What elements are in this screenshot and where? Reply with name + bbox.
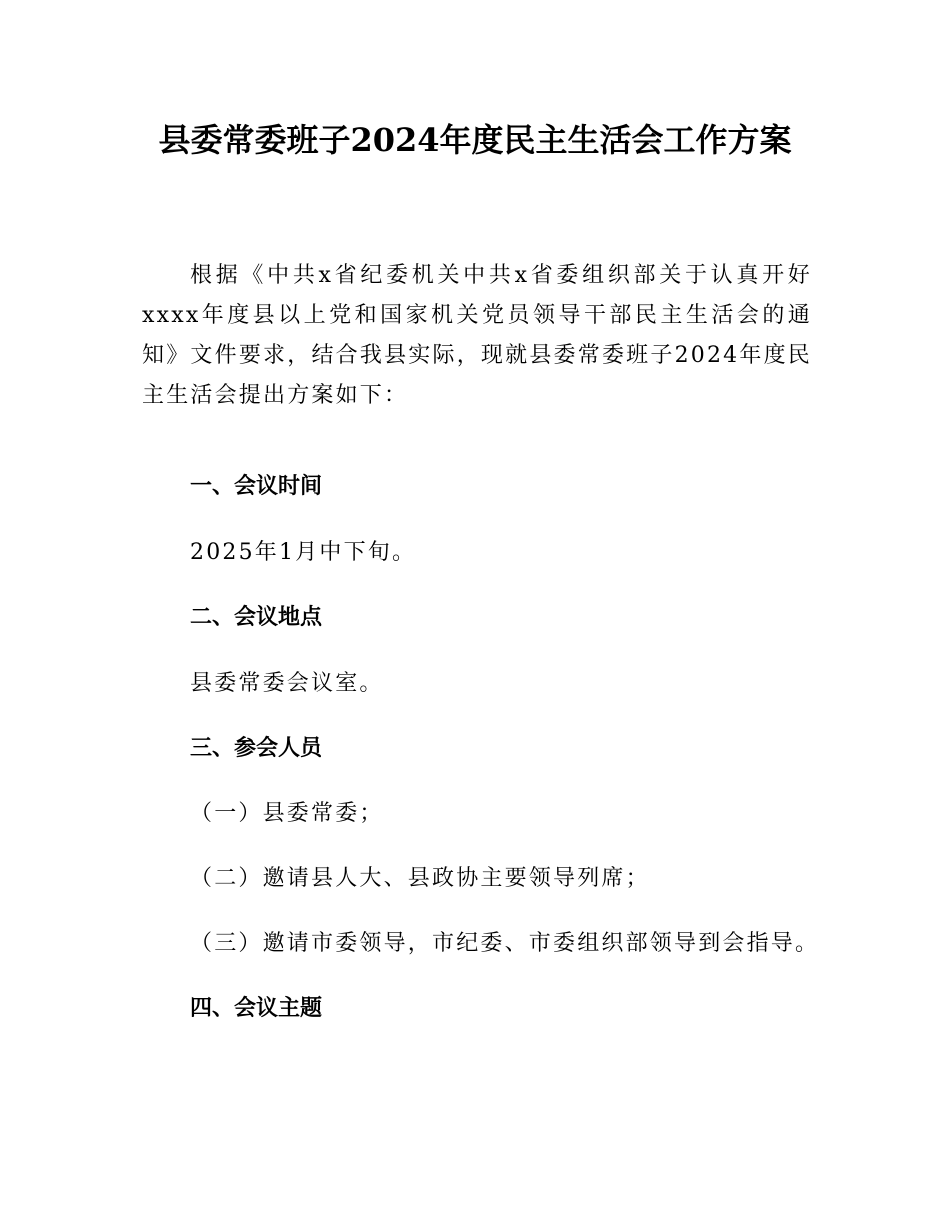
section-heading-meeting-theme: 四、会议主题 [190,996,323,1021]
meeting-location-text: 县委常委会议室。 [190,671,384,696]
attendee-item-3: （三）邀请市委领导，市纪委、市委组织部领导到会指导。 [190,931,820,956]
meeting-time-text: 2025年1月中下旬。 [190,540,417,565]
attendee-item-2: （二）邀请县人大、县政协主要领导列席； [190,866,650,891]
attendee-item-1: （一）县委常委； [190,801,384,826]
section-heading-attendees: 三、参会人员 [190,736,323,761]
section-heading-meeting-time: 一、会议时间 [190,474,323,499]
section-heading-meeting-location: 二、会议地点 [190,605,323,630]
document-title: 县委常委班子2024年度民主生活会工作方案 [158,121,792,159]
intro-paragraph: 根据《中共x省纪委机关中共x省委组织部关于认真开好xxxx年度县以上党和国家机关党员领导干部民主生活会的通知》文件要求，结合我县实际，现就县委常委班子2024年度民主生活会提出方案如下： [142,263,812,408]
